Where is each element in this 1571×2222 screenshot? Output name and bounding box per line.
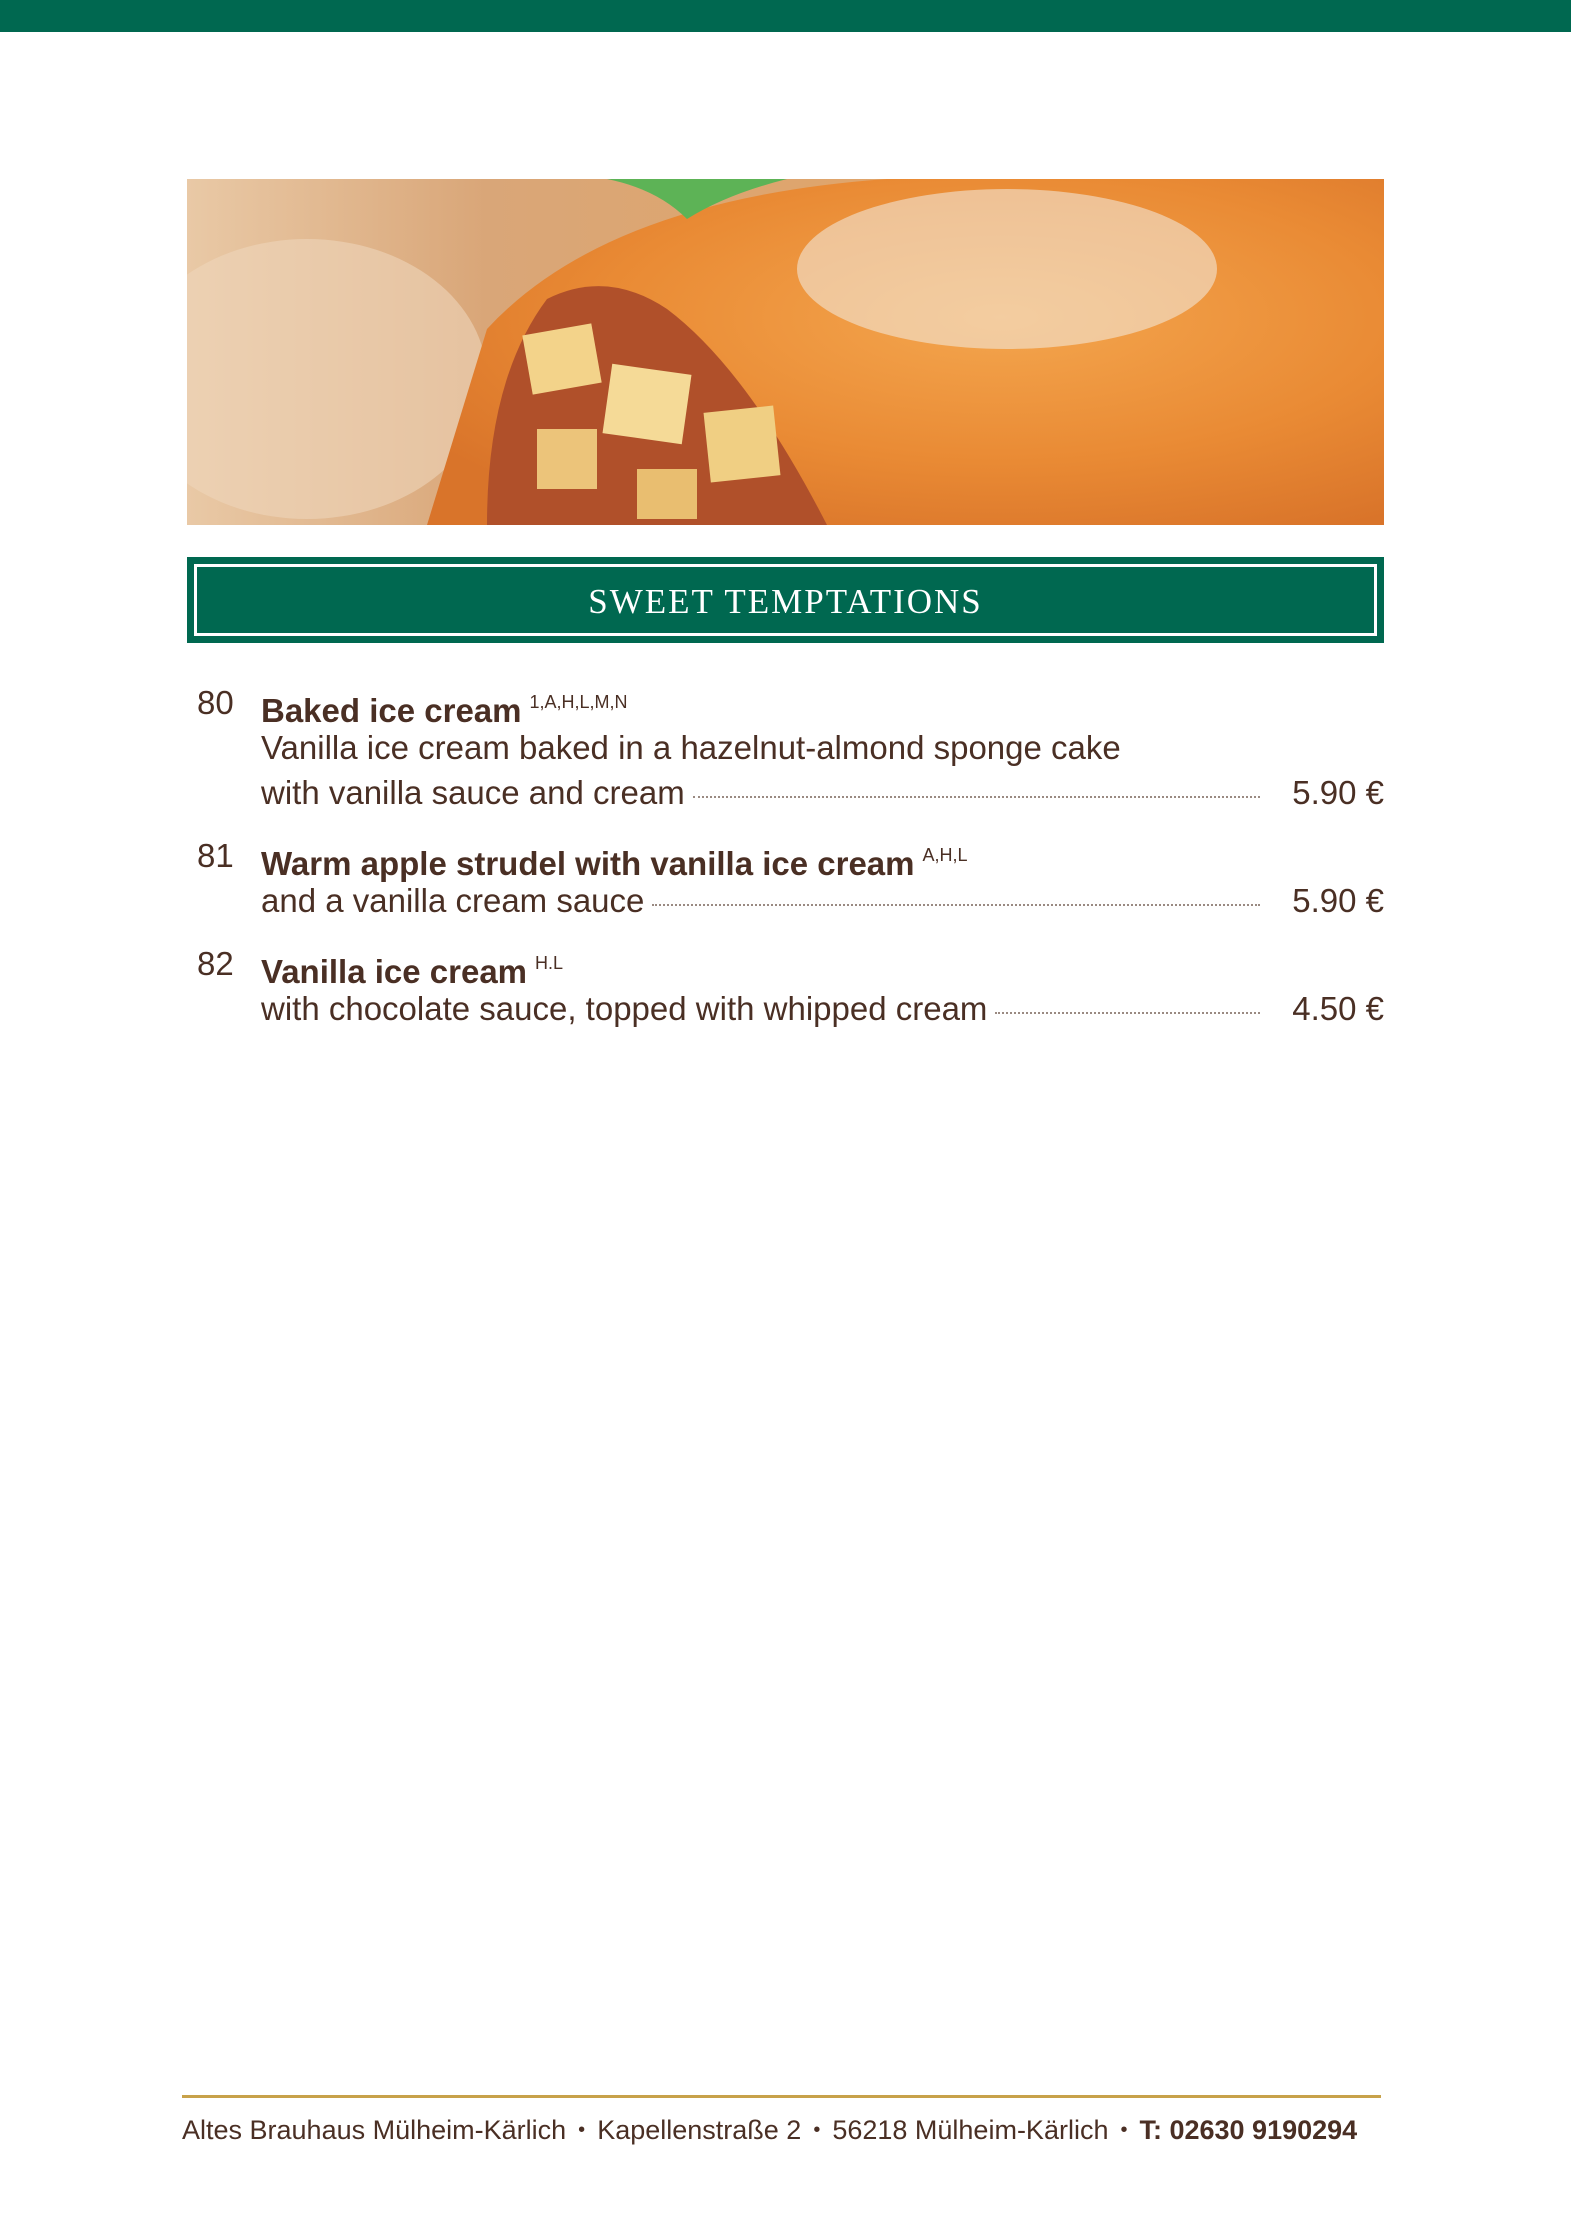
item-title-line	[187, 941, 1384, 990]
item-title-line	[187, 833, 1384, 882]
menu-item	[187, 680, 1384, 815]
item-price: 5.90 €	[1292, 774, 1384, 811]
section-header	[187, 557, 1384, 643]
menu-list	[187, 680, 1384, 1049]
city-address: 56218 Mülheim-Kärlich	[832, 2115, 1109, 2145]
dot-leader	[995, 1011, 1260, 1014]
item-price: 5.90 €	[1292, 882, 1384, 919]
bullet-separator: •	[578, 2119, 586, 2141]
item-price: 4.50 €	[1292, 990, 1384, 1027]
item-number: 80	[197, 684, 234, 721]
bullet-separator: •	[813, 2119, 821, 2141]
footer-divider	[182, 2095, 1381, 2098]
phone-number: T: 02630 9190294	[1139, 2115, 1358, 2145]
item-title-line	[187, 680, 1384, 729]
street-address: Kapellenstraße 2	[597, 2115, 802, 2145]
item-number: 81	[197, 837, 234, 874]
item-desc-price-row	[261, 878, 1384, 923]
item-number: 82	[197, 945, 234, 982]
item-desc-price-line	[187, 986, 1384, 1031]
item-description: and a vanilla cream sauce	[261, 882, 645, 919]
item-desc-price-row	[261, 770, 1384, 815]
dot-leader	[652, 903, 1260, 906]
footer-address	[182, 2112, 1382, 2151]
menu-item	[187, 941, 1384, 1031]
item-allergens: H.L	[535, 953, 564, 973]
restaurant-name: Altes Brauhaus Mülheim-Kärlich	[182, 2115, 567, 2145]
item-allergens: 1,A,H,L,M,N	[529, 692, 628, 712]
item-desc-line	[187, 725, 1384, 770]
item-description: with chocolate sauce, topped with whipped cream	[261, 990, 988, 1027]
item-desc-price-row	[261, 986, 1384, 1031]
section-title: SWEET TEMPTATIONS	[588, 582, 983, 621]
item-description: with vanilla sauce and cream	[261, 774, 685, 811]
dot-leader	[693, 795, 1261, 798]
item-allergens: A,H,L	[922, 845, 968, 865]
item-name-text: Warm apple strudel with vanilla ice cream	[261, 845, 915, 882]
item-desc-price-line	[187, 770, 1384, 815]
apple-strudel-photo	[187, 179, 1384, 525]
item-desc-price-line	[187, 878, 1384, 923]
menu-item	[187, 833, 1384, 923]
item-name-text: Vanilla ice cream	[261, 953, 528, 990]
section-header-frame	[194, 564, 1377, 636]
top-color-bar	[0, 0, 1571, 32]
item-name-text: Baked ice cream	[261, 692, 522, 729]
item-description: Vanilla ice cream baked in a hazelnut-almond sponge cake	[261, 729, 1121, 766]
bullet-separator: •	[1120, 2119, 1128, 2141]
